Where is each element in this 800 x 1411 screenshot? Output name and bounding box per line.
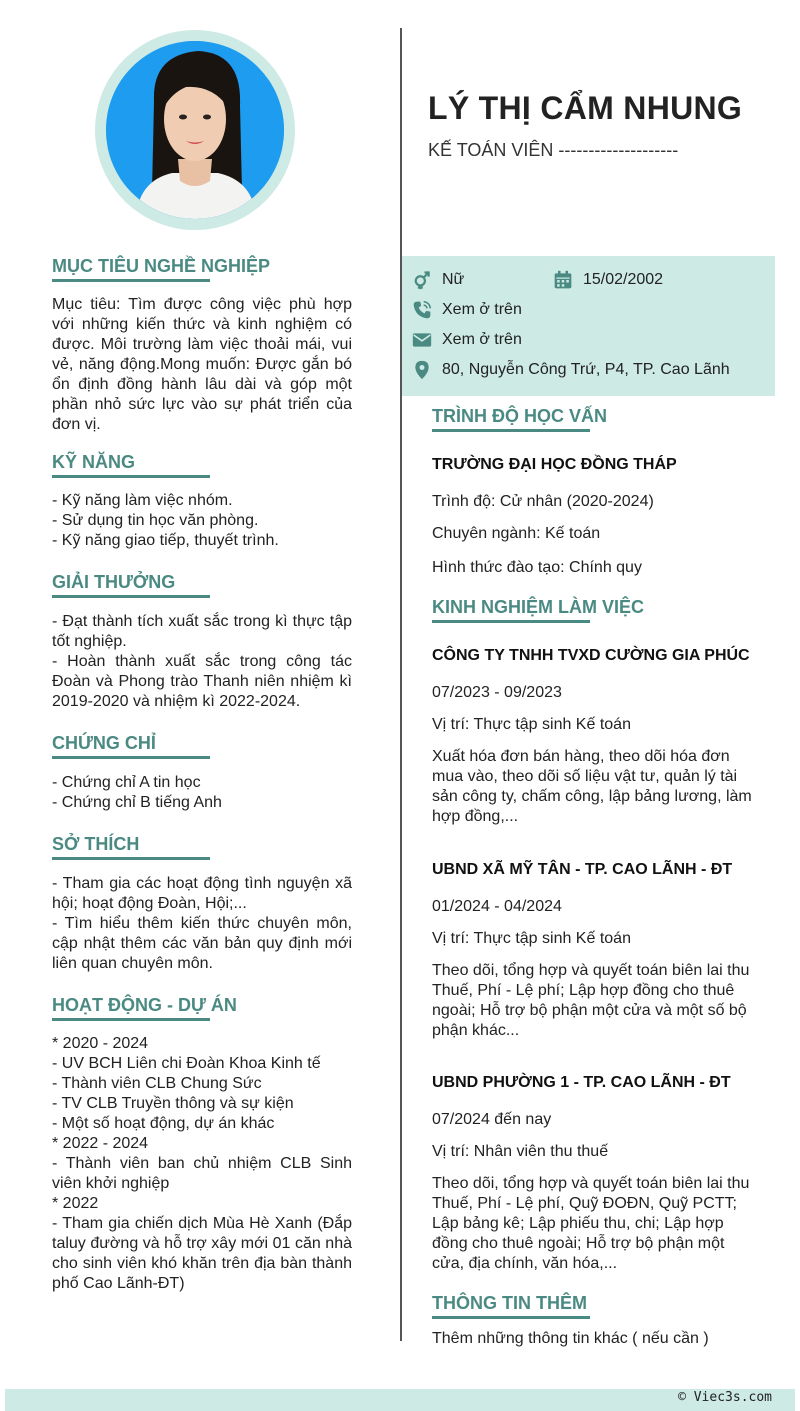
contact-email — [412, 330, 522, 350]
list-item: * 2020 - 2024 — [52, 1035, 149, 1052]
address-value: 80, Nguyễn Công Trứ, P4, TP. Cao Lãnh — [442, 361, 730, 378]
job-company: UBND PHƯỜNG 1 - TP. CAO LÃNH - ĐT — [432, 1074, 731, 1091]
email-value: Xem ở trên — [442, 331, 522, 348]
list-item: - Tham gia chiến dịch Mùa Hè Xanh (Đắp taluy đường và hỗ trợ xây mới 01 căn nhà cho sinh viên khó khăn trên địa bàn thành phố Cao Lãnh-ĐT) — [52, 1215, 352, 1292]
experience-title: KINH NGHIỆM LÀM VIỆC — [432, 597, 645, 617]
skills-list — [52, 491, 352, 551]
job-description: Xuất hóa đơn bán hàng, theo dõi hóa đơn mua vào, theo dõi số liệu vật tư, quản lý tài sản công ty, chấm công, lập bảng lương, làm hợp đồng,... — [432, 748, 752, 825]
list-item: * 2022 - 2024 — [52, 1135, 149, 1152]
footer-bar — [5, 1389, 795, 1411]
avatar — [106, 41, 284, 219]
skills-underline — [52, 475, 210, 478]
location-icon — [412, 360, 432, 380]
contact-address — [412, 360, 730, 380]
job-position: Vị trí: Thực tập sinh Kế toán — [432, 716, 631, 733]
list-item: - Đạt thành tích xuất sắc trong kì thực tập tốt nghiệp. — [52, 613, 352, 650]
job-position: Vị trí: Nhân viên thu thuế — [432, 1143, 609, 1160]
awards-list — [52, 612, 352, 712]
job-period: 01/2024 - 04/2024 — [432, 898, 562, 915]
activities-underline — [52, 1018, 210, 1021]
job-period: 07/2023 - 09/2023 — [432, 684, 562, 701]
certificates-title: CHỨNG CHỈ — [52, 733, 156, 753]
birthdate-value: 15/02/2002 — [583, 271, 664, 288]
job-company: UBND XÃ MỸ TÂN - TP. CAO LÃNH - ĐT — [432, 861, 733, 878]
objective-underline — [52, 279, 210, 282]
list-item: * 2022 — [52, 1195, 99, 1212]
email-icon — [412, 330, 432, 350]
list-item: - Kỹ năng làm việc nhóm. — [52, 492, 233, 509]
list-item: - Sử dụng tin học văn phòng. — [52, 512, 259, 529]
extra-text: Thêm những thông tin khác ( nếu cần ) — [432, 1330, 709, 1347]
list-item: - Kỹ năng giao tiếp, thuyết trình. — [52, 532, 279, 549]
education-underline — [432, 429, 590, 432]
calendar-icon — [553, 270, 573, 290]
education-level: Trình độ: Cử nhân (2020-2024) — [432, 493, 654, 510]
list-item: - Hoàn thành xuất sắc trong công tác Đoàn và Phong trào Thanh niên nhiệm kì 2019-2020 và nhiệm kì 2022-2024. — [52, 653, 352, 710]
skills-title: KỸ NĂNG — [52, 452, 136, 472]
column-divider — [400, 28, 402, 1341]
phone-value: Xem ở trên — [442, 301, 522, 318]
activities-list — [52, 1034, 352, 1294]
job-company: CÔNG TY TNHH TVXD CƯỜNG GIA PHÚC — [432, 647, 750, 664]
list-item: - Tham gia các hoạt động tình nguyện xã hội; hoạt động Đoàn, Hội;... — [52, 875, 352, 912]
awards-title: GIẢI THƯỞNG — [52, 572, 176, 592]
footer-credit: © Viec3s.com — [678, 1390, 772, 1405]
gender-value: Nữ — [442, 271, 465, 288]
list-item: - UV BCH Liên chi Đoàn Khoa Kinh tế — [52, 1055, 321, 1072]
list-item: - Chứng chỉ B tiếng Anh — [52, 794, 222, 811]
job-period: 07/2024 đến nay — [432, 1111, 552, 1128]
hobbies-underline — [52, 857, 210, 860]
extra-title: THÔNG TIN THÊM — [432, 1293, 587, 1313]
list-item: - Thành viên ban chủ nhiệm CLB Sinh viên khởi nghiệp — [52, 1155, 352, 1192]
list-item: - Một số hoạt động, dự án khác — [52, 1115, 275, 1132]
certificates-list — [52, 773, 352, 813]
job-title: KẾ TOÁN VIÊN -------------------- — [428, 140, 679, 160]
hobbies-list — [52, 874, 352, 974]
activities-title: HOẠT ĐỘNG - DỰ ÁN — [52, 995, 237, 1015]
objective-title: MỤC TIÊU NGHỀ NGHIỆP — [52, 256, 271, 276]
contact-gender — [412, 270, 464, 290]
education-school: TRƯỜNG ĐẠI HỌC ĐỒNG THÁP — [432, 456, 677, 473]
awards-underline — [52, 595, 210, 598]
contact-phone — [412, 300, 522, 320]
candidate-name: LÝ THỊ CẨM NHUNG — [428, 90, 743, 126]
education-mode: Hình thức đào tạo: Chính quy — [432, 559, 642, 576]
extra-underline — [432, 1316, 590, 1319]
experience-underline — [432, 620, 590, 623]
phone-icon — [412, 300, 432, 320]
education-major: Chuyên ngành: Kế toán — [432, 525, 601, 542]
contact-birthdate — [553, 270, 663, 290]
gender-icon — [412, 270, 432, 290]
hobbies-title: SỞ THÍCH — [52, 834, 140, 854]
list-item: - Thành viên CLB Chung Sức — [52, 1075, 262, 1092]
job-position: Vị trí: Thực tập sinh Kế toán — [432, 930, 631, 947]
list-item: - Chứng chỉ A tin học — [52, 774, 201, 791]
certificates-underline — [52, 756, 210, 759]
job-description: Theo dõi, tổng hợp và quyết toán biên lai thu Thuế, Phí - Lệ phí, Quỹ ĐOĐN, Quỹ PCTT; Lập bảng kê; Lập phiếu thu, chi; Lập hợp đồng cho thuê ngoài; Hỗ trợ bộ phận một cửa, địa chính, văn hóa,... — [432, 1175, 750, 1272]
objective-text: Mục tiêu: Tìm được công việc phù hợp với những kiến thức và kinh nghiệm có được. Môi trường làm việc thoải mái, vui vẻ, năng động.Mong muốn: Được gắn bó ổn định đồng hành lâu dài và góp một phần nhỏ sức lực vào sự phát triển của đơn vị. — [52, 296, 352, 433]
list-item: - Tìm hiểu thêm kiến thức chuyên môn, cập nhật thêm các văn bản quy định mới liên quan chuyên môn. — [52, 915, 352, 972]
education-title: TRÌNH ĐỘ HỌC VẤN — [432, 406, 607, 426]
job-description: Theo dõi, tổng hợp và quyết toán biên lai thu Thuế, Phí - Lệ phí; Lập hợp đồng cho thuê ngoài; Hỗ trợ bộ phận một cửa và một số bộ phận khác... — [432, 962, 750, 1039]
list-item: - TV CLB Truyền thông và sự kiện — [52, 1095, 294, 1112]
